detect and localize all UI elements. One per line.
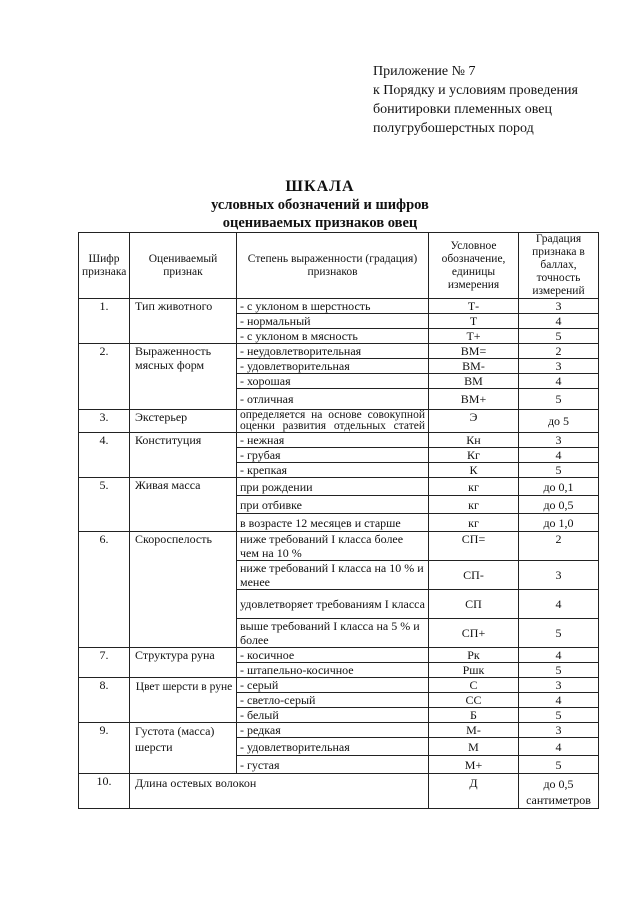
row-trait: Конституция xyxy=(130,433,237,478)
row-symbol: СП+ xyxy=(429,619,519,648)
row-symbol: С xyxy=(429,678,519,693)
row-grade: до 5 xyxy=(519,410,599,433)
row-trait: Живая масса xyxy=(130,478,237,532)
row-degree: ниже требований I класса более чем на 10 % xyxy=(237,532,429,561)
row-code: 5. xyxy=(79,478,130,532)
row-symbol: Э xyxy=(429,410,519,433)
row-grade: 5 xyxy=(519,663,599,678)
table-row xyxy=(79,532,599,561)
row-grade: 4 xyxy=(519,314,599,329)
row-degree: - густая xyxy=(237,756,429,774)
table-header-row xyxy=(79,233,599,299)
row-grade: 3 xyxy=(519,561,599,590)
row-trait: Выраженность мясных форм xyxy=(130,344,237,410)
row-code: 10. xyxy=(79,774,130,809)
row-degree: - серый xyxy=(237,678,429,693)
row-symbol: СП= xyxy=(429,532,519,561)
row-degree: при отбивке xyxy=(237,496,429,514)
row-grade: 3 xyxy=(519,723,599,738)
header-code: Шифр признака xyxy=(79,233,130,299)
row-symbol: М xyxy=(429,738,519,756)
row-degree: в возрасте 12 месяцев и старше xyxy=(237,514,429,532)
row-grade: 5 xyxy=(519,329,599,344)
row-grade: 5 xyxy=(519,389,599,410)
row-code: 2. xyxy=(79,344,130,410)
row-trait: Длина остевых волокон xyxy=(130,774,429,809)
row-symbol: СП xyxy=(429,590,519,619)
row-symbol: М- xyxy=(429,723,519,738)
row-degree: - крепкая xyxy=(237,463,429,478)
row-grade: 5 xyxy=(519,708,599,723)
document-subtitle-1: условных обозначений и шифров xyxy=(211,197,429,213)
row-trait: Густота (масса) шерсти xyxy=(130,723,237,774)
row-grade: 4 xyxy=(519,590,599,619)
appendix-line-3: бонитировки племенных овец xyxy=(373,102,553,117)
row-degree: - неудовлетворительная xyxy=(237,344,429,359)
table-row xyxy=(79,344,599,359)
row-symbol: Рк xyxy=(429,648,519,663)
row-code: 8. xyxy=(79,678,130,723)
row-grade: 4 xyxy=(519,693,599,708)
table-row xyxy=(79,478,599,496)
row-grade: 3 xyxy=(519,678,599,693)
row-grade: 3 xyxy=(519,359,599,374)
row-symbol: ВМ+ xyxy=(429,389,519,410)
row-degree: - удовлетворительная xyxy=(237,359,429,374)
row-symbol: ВМ xyxy=(429,374,519,389)
row-degree: - удовлетворительная xyxy=(237,738,429,756)
row-code: 3. xyxy=(79,410,130,433)
row-grade: 4 xyxy=(519,738,599,756)
header-trait: Оцениваемый признак xyxy=(130,233,237,299)
row-code: 7. xyxy=(79,648,130,678)
table-row xyxy=(79,410,599,433)
document-subtitle-2: оцениваемых признаков овец xyxy=(222,215,418,231)
row-symbol: М+ xyxy=(429,756,519,774)
row-symbol: Кн xyxy=(429,433,519,448)
row-grade: 5 xyxy=(519,619,599,648)
row-grade: до 1,0 xyxy=(519,514,599,532)
header-degree: Степень выраженности (градация) признаков xyxy=(237,233,429,299)
row-degree: - светло-серый xyxy=(237,693,429,708)
row-symbol: ВМ= xyxy=(429,344,519,359)
row-grade: 4 xyxy=(519,648,599,663)
row-symbol: К xyxy=(429,463,519,478)
row-degree: - отличная xyxy=(237,389,429,410)
row-symbol: Т xyxy=(429,314,519,329)
row-grade: 4 xyxy=(519,448,599,463)
row-grade: до 0,1 xyxy=(519,478,599,496)
row-trait: Структура руна xyxy=(130,648,237,678)
row-symbol: кг xyxy=(429,496,519,514)
row-degree: - штапельно-косичное xyxy=(237,663,429,678)
row-code: 4. xyxy=(79,433,130,478)
appendix-line-2: к Порядку и условиям проведения xyxy=(373,83,578,98)
row-code: 6. xyxy=(79,532,130,648)
row-degree: - нормальный xyxy=(237,314,429,329)
appendix-line-1: Приложение № 7 xyxy=(373,64,476,79)
table-row xyxy=(79,774,599,809)
row-symbol: Д xyxy=(429,774,519,809)
row-symbol: Ршк xyxy=(429,663,519,678)
row-grade: 3 xyxy=(519,299,599,314)
row-code: 9. xyxy=(79,723,130,774)
table-row xyxy=(79,299,599,314)
row-degree: - хорошая xyxy=(237,374,429,389)
row-symbol: Т- xyxy=(429,299,519,314)
row-code: 1. xyxy=(79,299,130,344)
row-symbol: ВМ- xyxy=(429,359,519,374)
appendix-note xyxy=(373,62,578,138)
table-row xyxy=(79,723,599,738)
row-grade: 2 xyxy=(519,344,599,359)
row-degree: - белый xyxy=(237,708,429,723)
table-row xyxy=(79,433,599,448)
row-grade: 3 xyxy=(519,433,599,448)
row-degree: - с уклоном в шерстность xyxy=(237,299,429,314)
row-trait: Скороспелость xyxy=(130,532,237,648)
row-degree: - редкая xyxy=(237,723,429,738)
row-degree: выше требований I класса на 5 % и более xyxy=(237,619,429,648)
row-degree: при рождении xyxy=(237,478,429,496)
row-symbol: кг xyxy=(429,478,519,496)
header-symbol: Условное обозначение, единицы измерения xyxy=(429,233,519,299)
table-row xyxy=(79,648,599,663)
table-row xyxy=(79,678,599,693)
row-grade: до 0,5 сантиметров xyxy=(519,774,599,809)
traits-scale-table xyxy=(78,232,599,809)
row-degree: определяется на основе совокупной оценки развития отдельных статей xyxy=(237,410,429,433)
row-grade: до 0,5 xyxy=(519,496,599,514)
row-symbol: кг xyxy=(429,514,519,532)
row-trait: Тип животного xyxy=(130,299,237,344)
appendix-line-4: полугрубошерстных пород xyxy=(373,121,534,136)
row-degree: - нежная xyxy=(237,433,429,448)
row-grade: 5 xyxy=(519,463,599,478)
header-grade: Градация признака в баллах, точность измерений xyxy=(519,233,599,299)
row-symbol: СП- xyxy=(429,561,519,590)
row-grade: 5 xyxy=(519,756,599,774)
row-trait: Экстерьер xyxy=(130,410,237,433)
row-degree: - грубая xyxy=(237,448,429,463)
document-title: ШКАЛА xyxy=(285,178,355,195)
row-degree: ниже требований I класса на 10 % и менее xyxy=(237,561,429,590)
row-degree: - косичное xyxy=(237,648,429,663)
row-degree: удовлетворяет требованиям I класса xyxy=(237,590,429,619)
row-trait: Цвет шерсти в руне xyxy=(130,678,237,723)
row-symbol: СС xyxy=(429,693,519,708)
row-degree: - с уклоном в мясность xyxy=(237,329,429,344)
row-grade: 2 xyxy=(519,532,599,561)
row-symbol: Т+ xyxy=(429,329,519,344)
row-symbol: Кг xyxy=(429,448,519,463)
row-symbol: Б xyxy=(429,708,519,723)
row-grade: 4 xyxy=(519,374,599,389)
